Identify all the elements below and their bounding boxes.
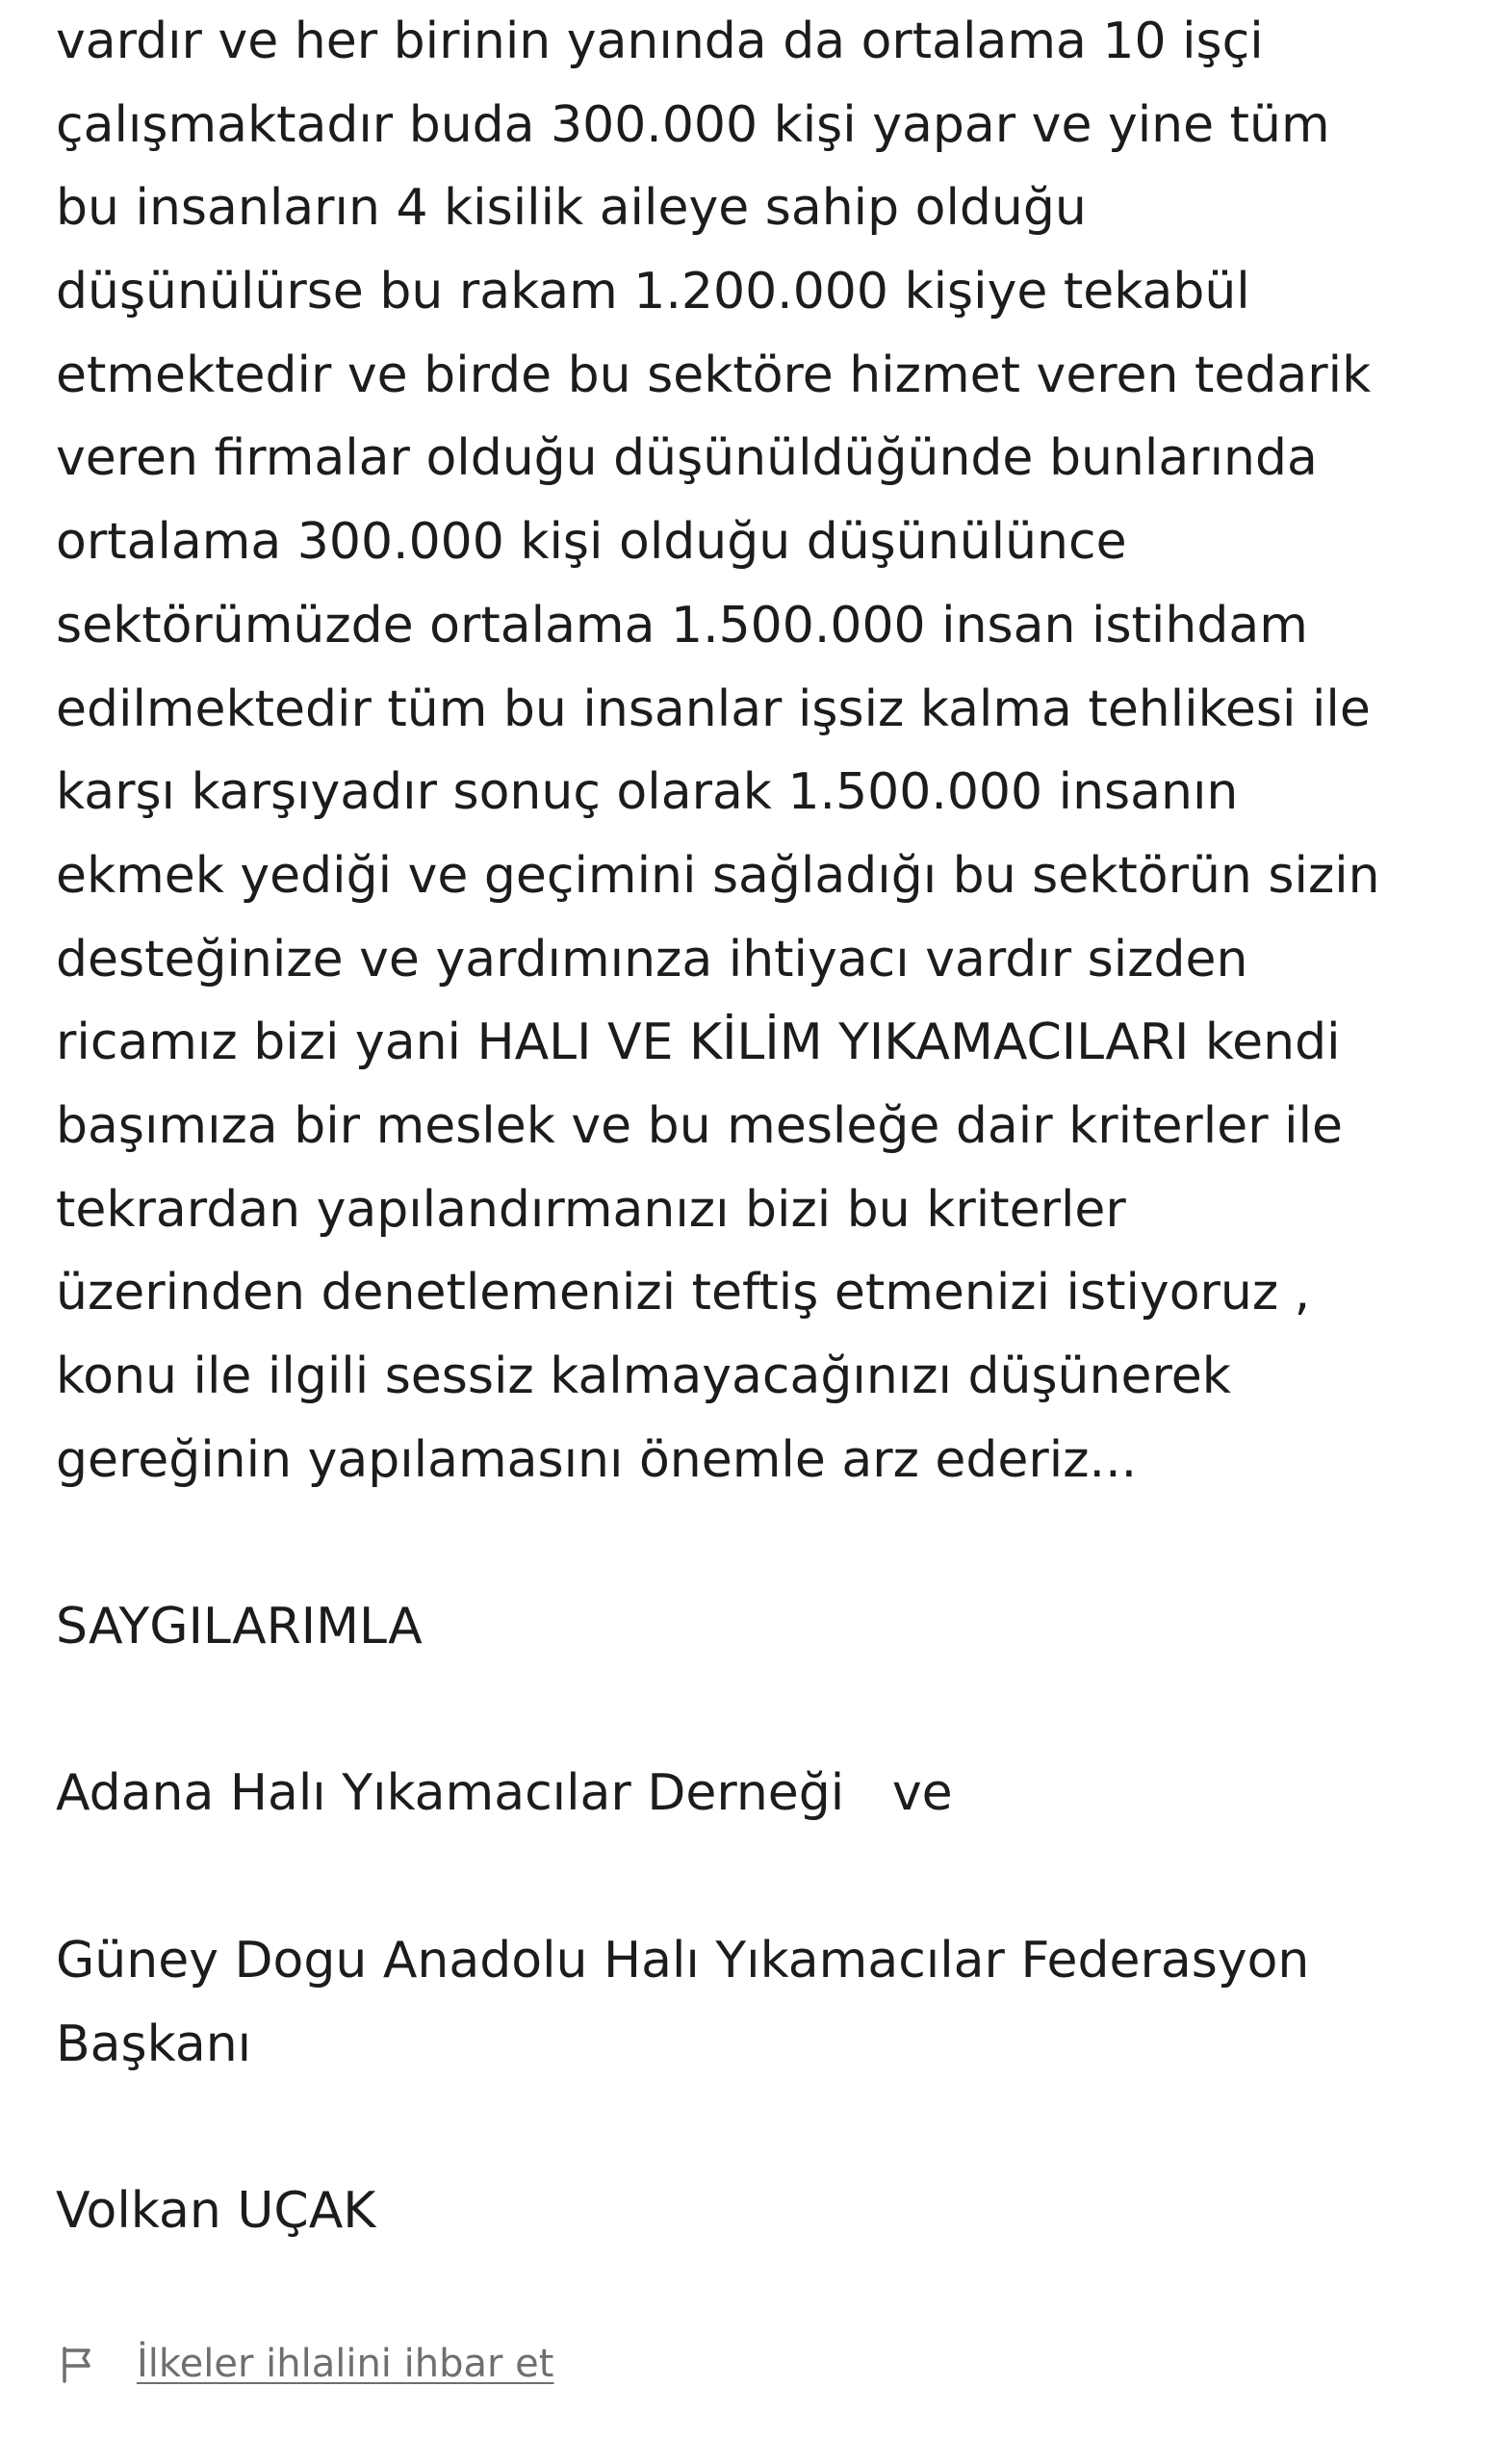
report-policy-violation-link[interactable] bbox=[60, 2335, 553, 2393]
flag-icon bbox=[60, 2345, 94, 2383]
paragraph-line: desteğinize ve yardımınza ihtiyacı vardır sizden bbox=[56, 930, 1248, 988]
paragraph-line: etmektedir ve birde bu sektöre hizmet veren tedarik bbox=[56, 346, 1372, 404]
paragraph-line: karşı karşıyadır sonuç olarak 1.500.000 insanın bbox=[56, 763, 1239, 822]
spacer bbox=[56, 2086, 1461, 2169]
paragraph-line: üzerinden denetlemenizi teftiş etmenizi istiyoruz , bbox=[56, 1264, 1311, 1322]
spacer bbox=[56, 1669, 1461, 1753]
paragraph-line: gereğinin yapılamasını önemle arz ederiz... bbox=[56, 1430, 1138, 1489]
paragraph-line: bu insanların 4 kisilik aileye sahip olduğu bbox=[56, 179, 1087, 238]
spacer bbox=[56, 1835, 1461, 1919]
paragraph-line: vardır ve her birinin yanında da ortalama 10 işçi bbox=[56, 13, 1264, 70]
paragraph-line: ortalama 300.000 kişi olduğu düşünülünce bbox=[56, 513, 1127, 572]
spacer bbox=[56, 1502, 1461, 1585]
paragraph-line: edilmektedir tüm bu insanlar işsiz kalma tehlikesi ile bbox=[56, 680, 1371, 738]
paragraph-line: düşünülürse bu rakam 1.200.000 kişiye tekabül bbox=[56, 263, 1250, 321]
paragraph-line: sektörümüzde ortalama 1.500.000 insan istihdam bbox=[56, 596, 1308, 654]
paragraph-line: tekrardan yapılandırmanızı bizi bu kriterler bbox=[56, 1180, 1126, 1239]
paragraph-line: ekmek yediği ve geçimini sağladığı bu sektörün sizin bbox=[56, 846, 1380, 905]
paragraph-line: ricamız bizi yani HALI VE KİLİM YIKAMACILARI kendi bbox=[56, 1014, 1341, 1072]
paragraph-line: konu ile ilgili sessiz kalmayacağınızı düşünerek bbox=[56, 1348, 1231, 1405]
report-link-label[interactable]: İlkeler ihlalini ihbar et bbox=[137, 2342, 554, 2386]
signature-org-2-line-2: Başkanı bbox=[56, 2015, 252, 2073]
signature-org-2-line-1: Güney Dogu Anadolu Halı Yıkamacılar Federasyon bbox=[56, 1931, 1310, 1989]
paragraph-line: çalışmaktadır buda 300.000 kişi yapar ve yine tüm bbox=[56, 95, 1330, 154]
post-body bbox=[56, 0, 1461, 2253]
signature-name: Volkan UÇAK bbox=[56, 2181, 376, 2240]
paragraph-line: başımıza bir meslek ve bu mesleğe dair kriterler ile bbox=[56, 1096, 1344, 1155]
closing-text: SAYGILARIMLA bbox=[56, 1598, 423, 1656]
paragraph-line: veren firmalar olduğu düşünüldüğünde bunlarında bbox=[56, 429, 1318, 488]
signature-org-1: Adana Halı Yıkamacılar Derneği ve bbox=[56, 1764, 953, 1823]
